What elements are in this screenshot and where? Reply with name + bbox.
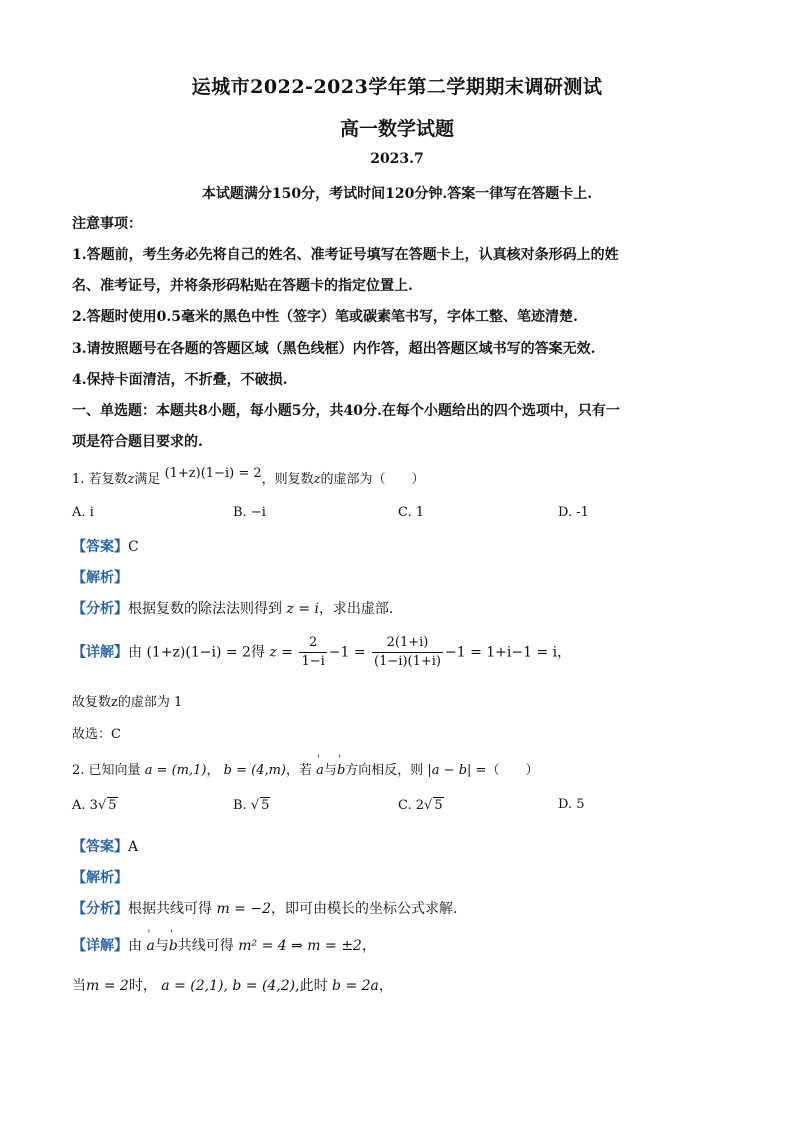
notes-heading: 注意事项： bbox=[72, 216, 142, 232]
note-2: 2.答题时使用0.5毫米的黑色中性（签字）笔或碳素笔书写，字体工整、笔迹清楚. bbox=[72, 309, 578, 325]
q1-choice: 故选：C bbox=[72, 727, 121, 742]
q2-option-b: B. √ 5 bbox=[233, 798, 270, 813]
q1-fenxi: 【分析】根据复数的除法法则得到 z = i，求出虚部. bbox=[72, 601, 394, 617]
q2-fenxi: 【分析】根据共线可得 m = −2，即可由模长的坐标公式求解. bbox=[72, 901, 458, 917]
q2-stem: 2. 已知向量 a = (m,1)， b = (4,m)，若 ' a与' b方向相反，则 |a − b| =（ ） bbox=[72, 759, 538, 778]
note-1-line-1: 1.答题前，考生务必先将自己的姓名、准考证号填写在答题卡上，认真核对条形码上的姓 bbox=[72, 247, 619, 263]
q1-stem: 1. 若复数z满足 (1+z)(1−i) = 2，则复数z的虚部为（ ） bbox=[72, 466, 425, 487]
q2-option-a: A. 3√ 5 bbox=[72, 798, 117, 813]
q2-answer: 【答案】A bbox=[72, 839, 139, 855]
note-3: 3.请按照题号在各题的答题区域（黑色线框）内作答，超出答题区域书写的答案无效. bbox=[72, 341, 596, 357]
exam-date: 2023.7 bbox=[370, 151, 424, 167]
q2-option-c: C. 2√ 5 bbox=[398, 798, 443, 813]
section-heading-line-2: 项是符合题目要求的. bbox=[72, 434, 203, 450]
q1-analysis-label: 【解析】 bbox=[72, 570, 128, 586]
q1-detail: 【详解】由 (1+z)(1−i) = 2得 z = $\frac{2}{1-i}$ −1 = $\frac{2(1+i)}{(1-i)(1+i)}$ −1 = 1+i−1 = i， bbox=[72, 635, 572, 669]
section-heading-line-1: 一、单选题：本题共8小题，每小题5分，共40分.在每个小题给出的四个选项中，只有一 bbox=[72, 403, 620, 419]
q2-case: 当m = 2时， a = (2,1), b = (4,2),此时 b = 2a， bbox=[72, 978, 393, 994]
note-1-line-2: 名、准考证号，并将条形码粘贴在答题卡的指定位置上. bbox=[72, 278, 413, 294]
q2-analysis-label: 【解析】 bbox=[72, 870, 128, 886]
exam-subtitle: 高一数学试题 bbox=[339, 118, 454, 140]
q2-option-d: D. 5 bbox=[558, 797, 585, 812]
exam-title: 运城市2022-2023学年第二学期期末调研测试 bbox=[191, 76, 603, 98]
q2-detail: 【详解】由 ' a与' b共线可得 m² = 4 ⇒ m = ±2， bbox=[72, 935, 376, 955]
note-4: 4.保持卡面清洁，不折叠，不破损. bbox=[72, 372, 288, 388]
q1-option-a: A. i bbox=[72, 505, 94, 520]
q1-fraction-2: $\frac{2(1+i)}{(1-i)(1+i)}$ bbox=[374, 635, 441, 669]
q1-answer: 【答案】C bbox=[72, 539, 139, 555]
exam-info: 本试题满分150分，考试时间120分钟.答案一律写在答题卡上. bbox=[201, 186, 593, 202]
q1-option-b: B. −i bbox=[233, 505, 266, 520]
q1-fraction-1: $\frac{2}{1-i}$ bbox=[301, 635, 325, 669]
q1-conclusion: 故复数z的虚部为 1 bbox=[72, 695, 183, 710]
q1-option-c: C. 1 bbox=[398, 505, 425, 520]
q1-option-d: D. -1 bbox=[558, 505, 589, 520]
